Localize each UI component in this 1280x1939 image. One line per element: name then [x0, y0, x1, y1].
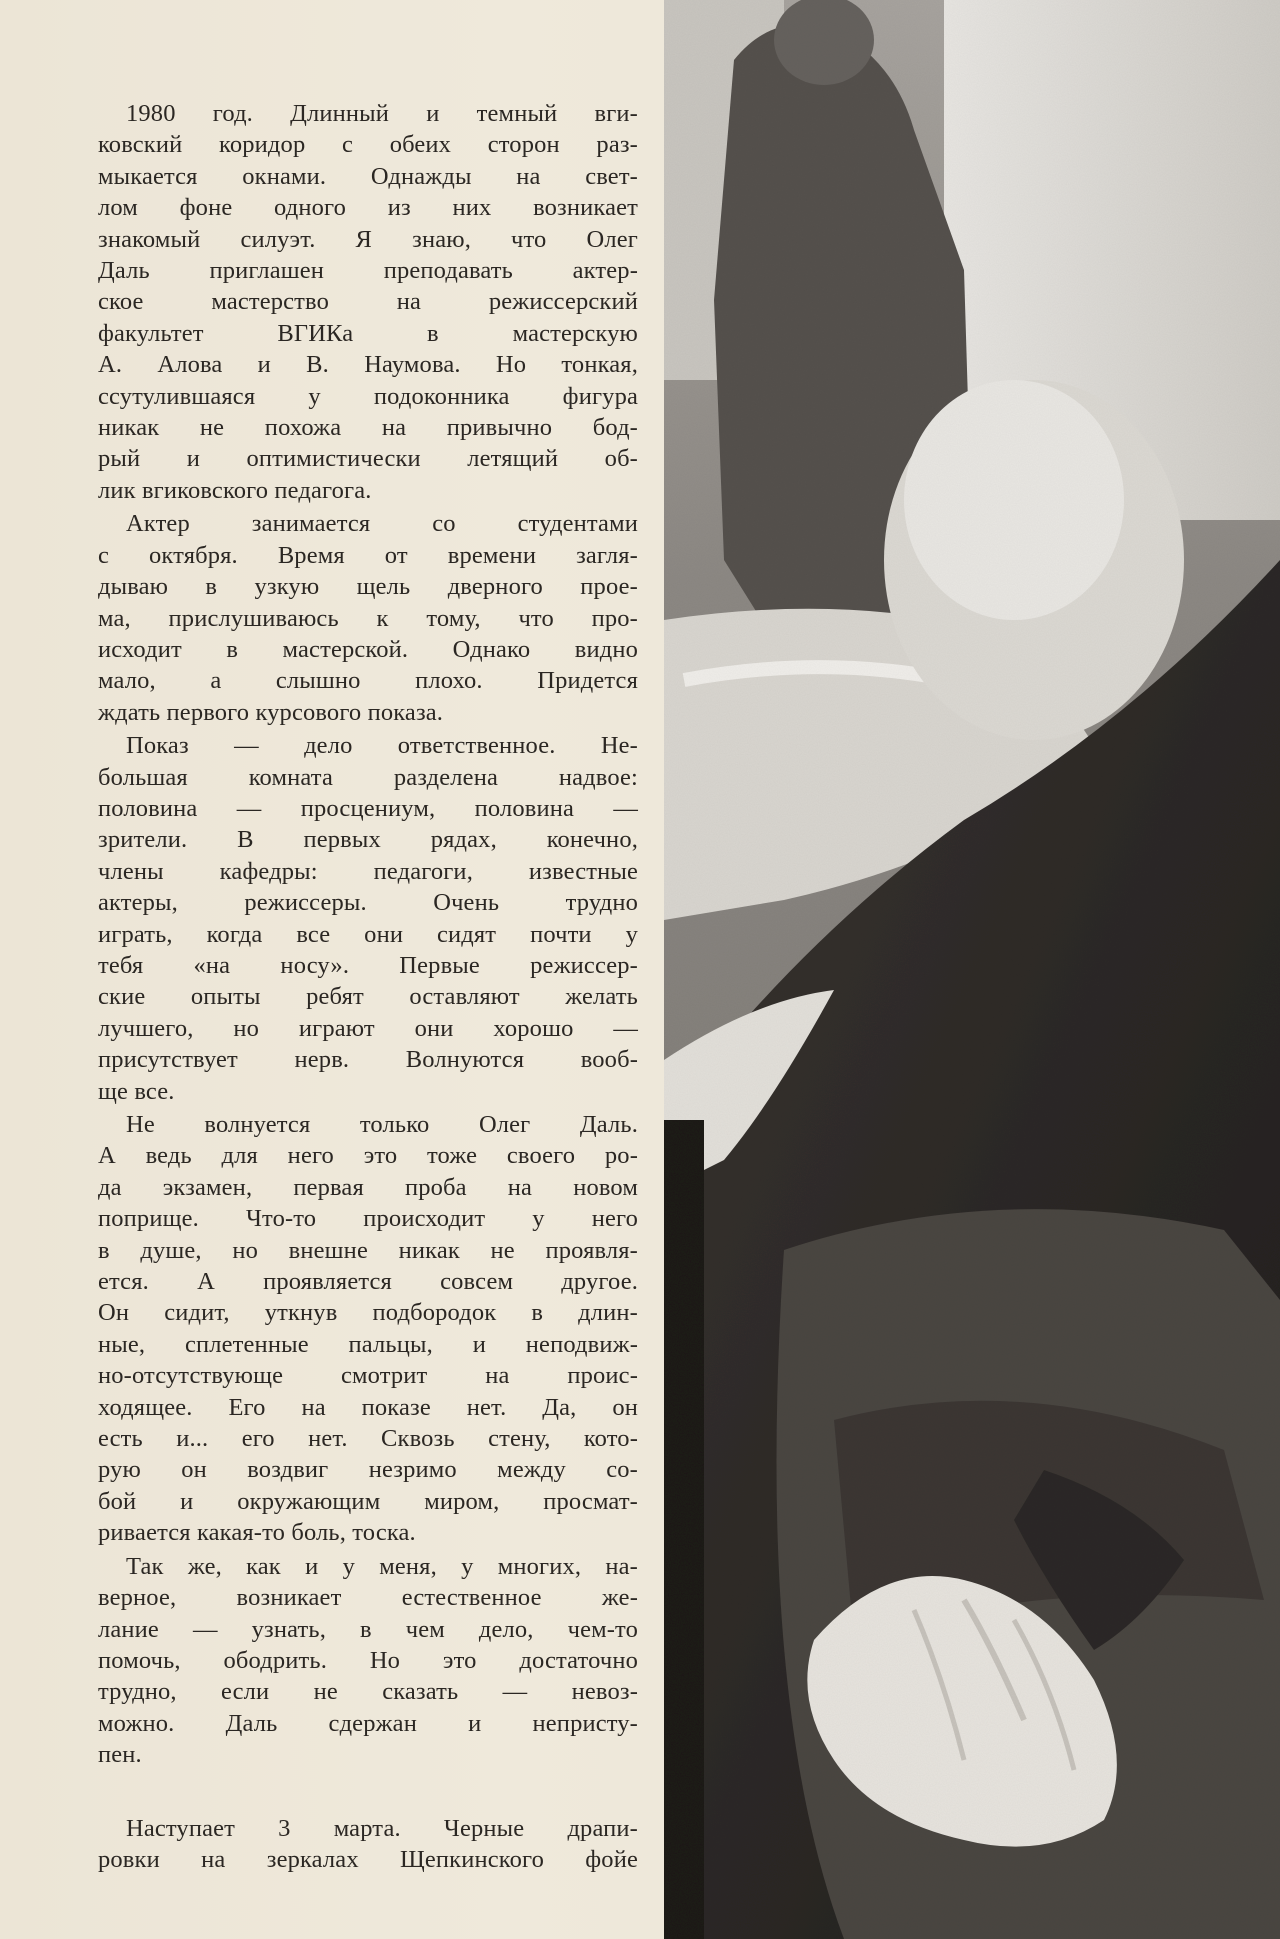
photograph [664, 0, 1280, 1939]
text-line: Наступает 3 марта. Черные драпи- [126, 1814, 638, 1842]
text-line: ные, сплетенные пальцы, и неподвиж- [98, 1330, 638, 1358]
text-line: ется. А проявляется совсем другое. [98, 1268, 638, 1296]
text-line: 1980 год. Длинный и темный вги- [126, 100, 638, 127]
text-line: А. Алова и В. Наумова. Но тонкая, [98, 351, 638, 379]
text-line: ривается какая-то боль, тоска. [98, 1519, 416, 1547]
text-line: рую он воздвиг незримо между со- [98, 1456, 638, 1484]
text-line: с октября. Время от времени загля- [98, 541, 638, 569]
text-line: никак не похожа на привычно бод- [98, 414, 638, 442]
text-line: лом фоне одного из них возникает [98, 194, 638, 222]
article-text [98, 98, 638, 1877]
text-line: Актер занимается со студентами [126, 510, 638, 538]
photo-image [664, 0, 1280, 1939]
text-line: исходит в мастерской. Однако видно [98, 635, 638, 663]
text-line: можно. Даль сдержан и непристу- [98, 1709, 638, 1737]
text-line: лучшего, но играют они хорошо — [98, 1014, 638, 1042]
text-line: Он сидит, уткнув подбородок в длин- [98, 1299, 638, 1327]
text-line: факультет ВГИКа в мастерскую [98, 319, 638, 347]
text-line: ское мастерство на режиссерский [98, 288, 638, 316]
text-line: тебя «на носу». Первые режиссер- [98, 951, 638, 979]
text-line: большая комната разделена надвое: [98, 763, 638, 791]
section-break [98, 1773, 638, 1813]
text-line: бой и окружающим миром, просмат- [98, 1487, 638, 1515]
text-line: Не волнуется только Олег Даль. [126, 1111, 638, 1138]
text-line: трудно, если не сказать — невоз- [98, 1678, 638, 1706]
text-line: актеры, режиссеры. Очень трудно [98, 889, 638, 917]
text-line: мыкается окнами. Однажды на свет- [98, 162, 638, 190]
paragraph-2 [98, 508, 638, 728]
text-line: да экзамен, первая проба на новом [98, 1173, 638, 1201]
text-line: зрители. В первых рядах, конечно, [98, 826, 638, 854]
text-line: лание — узнать, в чем дело, чем-то [98, 1615, 638, 1643]
text-line: есть и... его нет. Сквозь стену, кото- [98, 1425, 638, 1453]
text-line: ма, прислушиваюсь к тому, что про- [98, 604, 638, 632]
text-line: ковский коридор с обеих сторон раз- [98, 131, 638, 159]
text-line: верное, возникает естественное же- [98, 1584, 638, 1612]
text-line: ждать первого курсового показа. [98, 698, 444, 726]
text-line: поприще. Что-то происходит у него [98, 1205, 638, 1233]
text-line: ходящее. Его на показе нет. Да, он [98, 1393, 638, 1421]
text-line: дываю в узкую щель дверного прое- [98, 573, 638, 601]
paragraph-1 [98, 98, 638, 506]
text-line: Даль приглашен преподавать актер- [98, 257, 638, 285]
paragraph-5 [98, 1551, 638, 1771]
text-line: мало, а слышно плохо. Придется [98, 667, 638, 695]
paragraph-6 [98, 1813, 638, 1876]
text-line: в душе, но внешне никак не проявля- [98, 1236, 638, 1264]
paragraph-4 [98, 1109, 638, 1549]
text-line: ссутулившаяся у подоконника фигура [98, 382, 638, 410]
text-line: ровки на зеркалах Щепкинского фойе [98, 1845, 638, 1873]
text-line: пен. [98, 1741, 142, 1769]
text-line: А ведь для него это тоже своего ро- [98, 1142, 638, 1170]
text-line: знакомый силуэт. Я знаю, что Олег [98, 225, 638, 253]
text-line: половина — просцениум, половина — [98, 794, 638, 822]
text-line: помочь, ободрить. Но это достаточно [98, 1646, 638, 1674]
text-line: ще все. [98, 1077, 175, 1105]
text-line: рый и оптимистически летящий об- [98, 445, 638, 473]
text-line: члены кафедры: педагоги, известные [98, 857, 638, 885]
text-line: Так же, как и у меня, у многих, на- [126, 1552, 638, 1580]
text-line: но-отсутствующе смотрит на проис- [98, 1362, 638, 1390]
text-line: лик вгиковского педагога. [98, 476, 372, 504]
paragraph-3 [98, 730, 638, 1107]
text-line: присутствует нерв. Волнуются вооб- [98, 1046, 638, 1074]
text-line: ские опыты ребят оставляют желать [98, 983, 638, 1011]
text-line: играть, когда все они сидят почти у [98, 920, 638, 948]
text-line: Показ — дело ответственное. Не- [126, 732, 638, 760]
